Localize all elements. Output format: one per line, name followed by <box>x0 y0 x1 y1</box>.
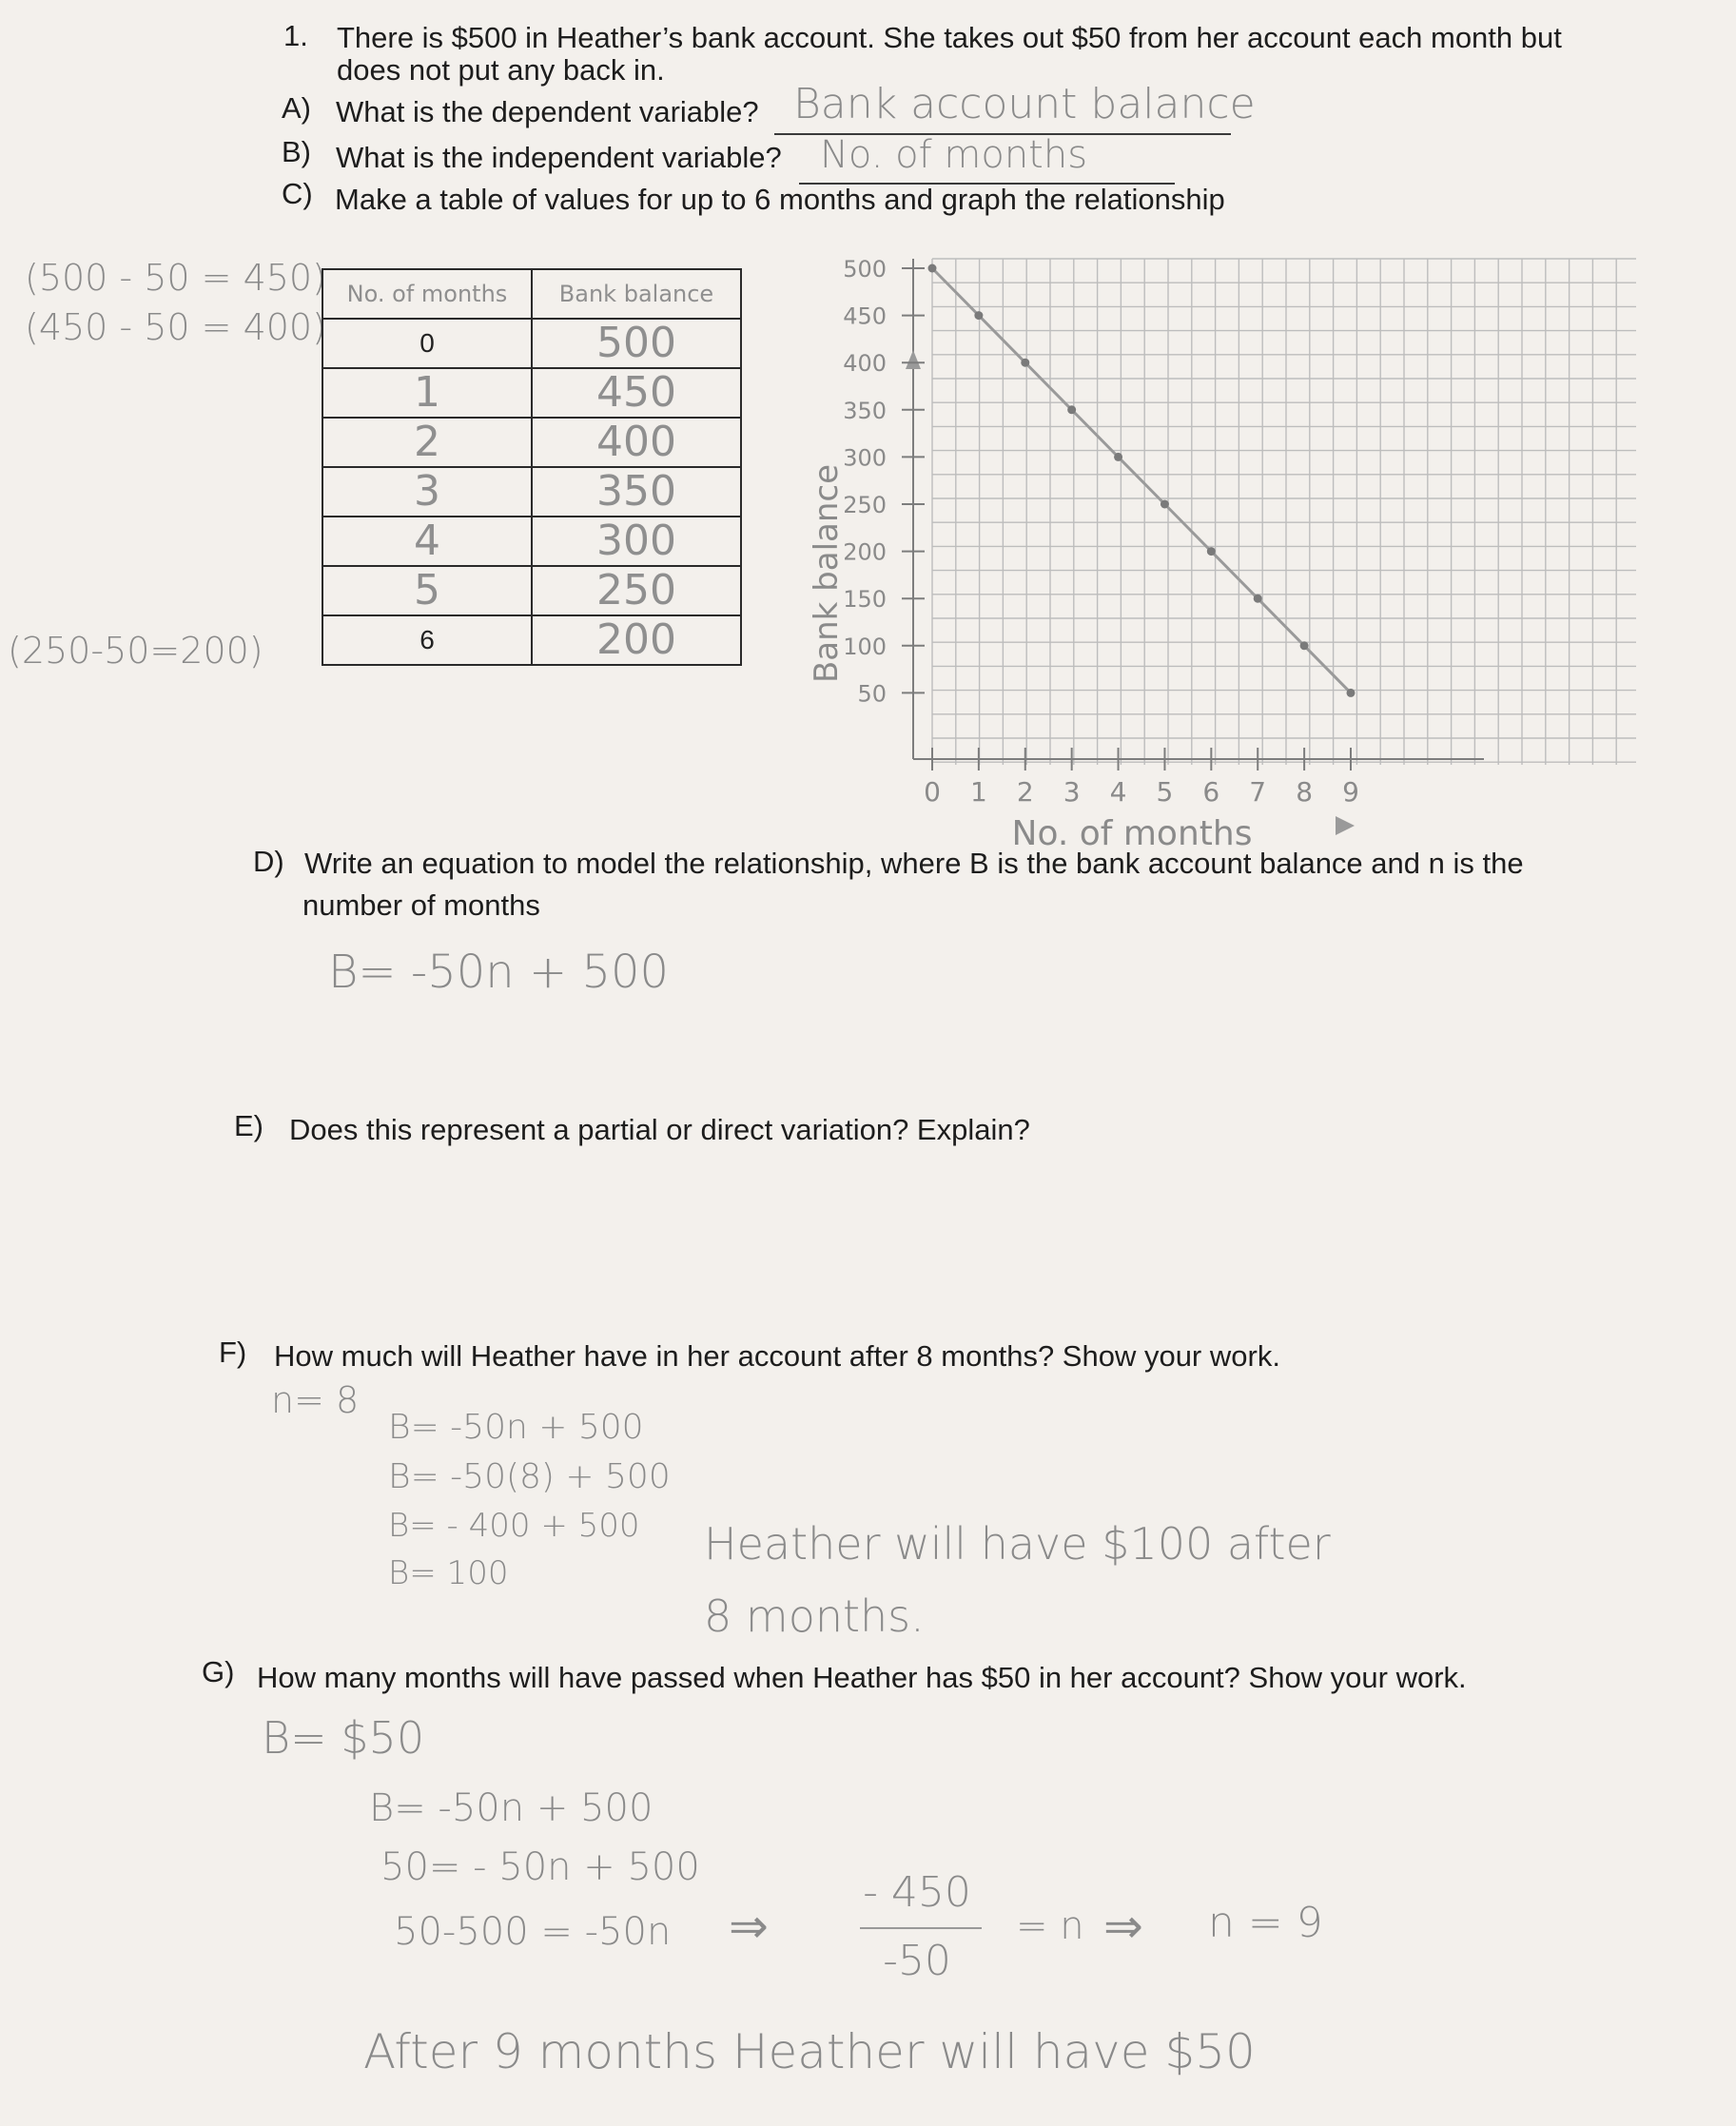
x-tick-label: 3 <box>1063 776 1081 808</box>
x-tick-label: 9 <box>1342 776 1359 808</box>
part-d-label: D) <box>253 845 284 878</box>
x-axis-label: No. of months <box>1011 814 1253 853</box>
part-g-result: n = 9 <box>1208 1899 1323 1947</box>
y-tick-label: 50 <box>857 680 887 708</box>
part-g-work-line2: 50= - 50n + 500 <box>380 1845 700 1889</box>
part-b-answer-line <box>799 133 1175 185</box>
part-c-question: Make a table of values for up to 6 months and graph the relationship <box>335 183 1225 216</box>
data-point <box>1254 595 1262 603</box>
x-tick-label: 8 <box>1296 776 1314 808</box>
table-cell-balance: 450 <box>532 368 741 418</box>
data-point <box>1207 547 1216 556</box>
x-tick-label: 2 <box>1016 776 1034 808</box>
data-point <box>1347 689 1356 697</box>
data-point <box>974 311 983 320</box>
x-tick-label: 0 <box>924 776 941 808</box>
part-d-question-line1: Write an equation to model the relationship, where B is the bank account balance and n is the <box>304 847 1524 880</box>
y-tick-label: 450 <box>843 302 887 330</box>
part-a-answer-line <box>774 80 1256 135</box>
part-f-question: How much will Heather have in her account after 8 months? Show your work. <box>274 1339 1280 1373</box>
table-header-months: No. of months <box>322 269 532 319</box>
part-g-conclusion: After 9 months Heather will have $50 <box>363 2024 1256 2079</box>
part-g-work-line1: B= -50n + 500 <box>369 1786 653 1830</box>
margin-note-2: (450 - 50 = 400) <box>25 306 326 348</box>
part-g-equals-n: = n <box>1016 1904 1084 1948</box>
table-cell-months: 1 <box>322 368 532 418</box>
part-f-work-line: B= 100 <box>388 1554 509 1592</box>
part-b-answer: No. of months <box>820 133 1088 177</box>
data-point <box>1161 500 1169 509</box>
arrow-icon: ⇒ <box>1103 1899 1143 1954</box>
x-tick-label: 1 <box>969 776 987 808</box>
part-e-question: Does this represent a partial or direct variation? Explain? <box>289 1113 1030 1146</box>
table-row <box>322 368 741 418</box>
y-tick-label: 200 <box>843 538 887 566</box>
table-cell-months: 5 <box>322 566 532 615</box>
question-stem-line1: There is $500 in Heather’s bank account. She takes out $50 from her account each month but <box>337 21 1562 54</box>
x-tick-label: 7 <box>1249 776 1267 808</box>
part-f-conclusion-line2: 8 months. <box>704 1590 925 1642</box>
table-row <box>322 615 741 665</box>
table-cell-balance: 400 <box>532 418 741 467</box>
table-cell-months: 2 <box>322 418 532 467</box>
table-row <box>322 319 741 368</box>
part-f-work-line: B= -50(8) + 500 <box>388 1457 671 1496</box>
part-a-answer: Bank account balance <box>793 80 1256 128</box>
table-row <box>322 517 741 566</box>
part-b-label: B) <box>282 135 311 168</box>
part-f-conclusion-line1: Heather will have $100 after <box>704 1518 1331 1570</box>
part-a-question: What is the dependent variable? <box>336 95 759 128</box>
table-cell-months: 4 <box>322 517 532 566</box>
data-point <box>1114 453 1122 461</box>
y-axis-arrow-icon <box>906 350 921 369</box>
data-point <box>1021 359 1029 367</box>
part-c-label: C) <box>282 177 313 210</box>
x-axis-arrow-icon <box>1336 816 1355 835</box>
table-header-balance: Bank balance <box>532 269 741 319</box>
arrow-icon: ⇒ <box>729 1899 769 1954</box>
part-d-question-line2: number of months <box>302 888 540 922</box>
table-row <box>322 566 741 615</box>
data-point <box>1067 405 1076 414</box>
table-row <box>322 467 741 517</box>
y-tick-label: 400 <box>843 350 887 378</box>
y-tick-label: 150 <box>843 586 887 614</box>
margin-note-1: (500 - 50 = 450) <box>25 257 326 299</box>
table-of-values <box>322 268 742 666</box>
part-f-label: F) <box>219 1336 247 1369</box>
data-series <box>928 264 1356 697</box>
table-cell-balance: 500 <box>532 319 741 368</box>
part-f-given: n= 8 <box>271 1379 360 1421</box>
table-cell-balance: 350 <box>532 467 741 517</box>
data-point <box>928 264 937 273</box>
table-cell-balance: 300 <box>532 517 741 566</box>
part-f-work-line: B= -50n + 500 <box>388 1408 644 1447</box>
table-row <box>322 418 741 467</box>
question-stem-line2: does not put any back in. <box>337 53 665 87</box>
table-cell-months: 0 <box>322 319 532 368</box>
y-axis-label: Bank balance <box>808 463 846 684</box>
question-number: 1. <box>283 19 308 52</box>
y-tick-label: 500 <box>843 256 887 283</box>
series-line <box>932 268 1351 692</box>
table-header-row <box>322 269 741 319</box>
part-f-work-line: B= - 400 + 500 <box>388 1507 640 1545</box>
part-g-work-line3: 50-500 = -50n <box>394 1910 672 1954</box>
graph-grid <box>932 259 1636 765</box>
x-tick-label: 4 <box>1109 776 1127 808</box>
part-a-label: A) <box>282 91 311 125</box>
y-tick-label: 300 <box>843 444 887 472</box>
margin-note-3: (250-50=200) <box>8 630 263 672</box>
x-tick-label: 5 <box>1156 776 1174 808</box>
x-tick-labels <box>924 748 1359 808</box>
part-e-label: E) <box>234 1109 263 1142</box>
y-tick-label: 350 <box>843 397 887 424</box>
table-cell-months: 3 <box>322 467 532 517</box>
part-b-question: What is the independent variable? <box>336 141 782 174</box>
part-d-equation: B= -50n + 500 <box>328 946 670 999</box>
balance-graph <box>790 245 1646 854</box>
part-g-label: G) <box>202 1655 235 1688</box>
fraction-denominator: -50 <box>883 1937 951 1985</box>
part-g-question: How many months will have passed when Heather has $50 in her account? Show your work. <box>257 1661 1467 1694</box>
y-tick-label: 100 <box>843 633 887 660</box>
table-cell-months: 6 <box>322 615 532 665</box>
table-cell-balance: 200 <box>532 615 741 665</box>
y-tick-label: 250 <box>843 492 887 518</box>
fraction-bar <box>860 1927 982 1929</box>
fraction-numerator: - 450 <box>863 1868 971 1917</box>
x-tick-label: 6 <box>1202 776 1220 808</box>
table-cell-balance: 250 <box>532 566 741 615</box>
data-point <box>1300 641 1309 650</box>
part-g-given: B= $50 <box>262 1712 425 1764</box>
